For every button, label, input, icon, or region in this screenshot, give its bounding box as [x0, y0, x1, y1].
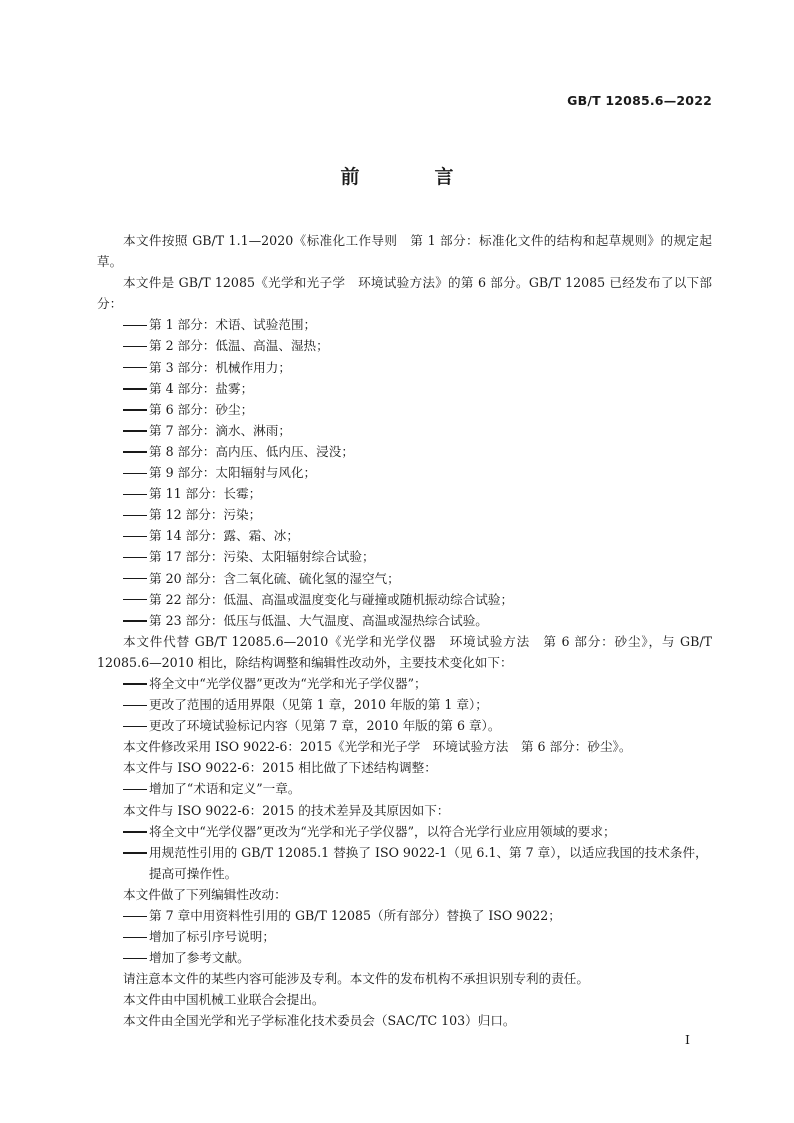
paragraph-committee: 本文件由全国光学和光子学标准化技术委员会（SAC/TC 103）归口。	[123, 1013, 516, 1029]
list-item: 增加了“术语和定义”一章。	[97, 778, 712, 799]
parts-list	[97, 314, 712, 630]
dash-mark	[123, 325, 147, 326]
list-item: 第 4 部分：盐雾；	[97, 378, 712, 399]
list-item: 第 6 部分：砂尘；	[97, 399, 712, 420]
tech-diffs-list	[97, 821, 712, 884]
dash-mark	[123, 789, 147, 790]
dash-mark	[123, 852, 147, 853]
paragraph-adoption: 本文件修改采用 ISO 9022-6：2015《光学和光子学 环境试验方法 第 6 部分：砂尘》。	[123, 739, 632, 755]
dash-mark	[123, 683, 147, 684]
list-item: 第 3 部分：机械作用力；	[97, 357, 712, 378]
list-item: 增加了标引序号说明；	[97, 926, 712, 947]
paragraph-structure: 本文件与 ISO 9022-6：2015 相比做了下述结构调整：	[123, 760, 437, 776]
list-item: 将全文中“光学仪器”更改为“光学和光子学仪器”；	[97, 673, 712, 694]
list-item: 第 1 部分：术语、试验范围；	[97, 314, 712, 335]
dash-mark	[123, 557, 147, 558]
list-item: 第 22 部分：低温、高温或温度变化与碰撞或随机振动综合试验；	[97, 589, 712, 610]
list-item: 更改了范围的适用界限（见第 1 章，2010 年版的第 1 章）；	[97, 694, 712, 715]
dash-mark	[123, 451, 147, 452]
list-item: 第 9 部分：太阳辐射与风化；	[97, 462, 712, 483]
dash-mark	[123, 599, 147, 600]
list-item: 第 7 章中用资料性引用的 GB/T 12085（所有部分）替换了 ISO 9022；	[97, 905, 712, 926]
dash-mark	[123, 515, 147, 516]
changes-list	[97, 673, 712, 736]
paragraph-patent-notice: 请注意本文件的某些内容可能涉及专利。本文件的发布机构不承担识别专利的责任。	[123, 971, 589, 987]
dash-mark	[123, 388, 147, 389]
paragraph-series-intro: 本文件是 GB/T 12085《光学和光子学 环境试验方法》的第 6 部分。GB/T 12085 已经发布了以下部分：	[97, 275, 712, 312]
list-item: 用规范性引用的 GB/T 12085.1 替换了 ISO 9022-1（见 6.1、第 7 章），以适应我国的技术条件，提高可操作性。	[97, 842, 712, 884]
dash-mark	[123, 473, 147, 474]
dash-mark	[123, 430, 147, 431]
list-item: 更改了环境试验标记内容（见第 7 章，2010 年版的第 6 章）。	[97, 715, 712, 736]
paragraph-drafting-rules: 本文件按照 GB/T 1.1—2020《标准化工作导则 第 1 部分：标准化文件的结构和起草规则》的规定起草。	[97, 233, 712, 270]
dash-mark	[123, 620, 147, 621]
editorial-changes-list	[97, 905, 712, 968]
dash-mark	[123, 705, 147, 706]
foreword-body	[97, 230, 717, 1032]
list-item: 第 7 部分：滴水、淋雨；	[97, 420, 712, 441]
dash-mark	[123, 916, 147, 917]
dash-mark	[123, 958, 147, 959]
paragraph-proposer: 本文件由中国机械工业联合会提出。	[123, 992, 325, 1008]
list-item: 增加了参考文献。	[97, 947, 712, 968]
dash-mark	[123, 409, 147, 410]
dash-mark	[123, 831, 147, 832]
paragraph-editorial: 本文件做了下列编辑性改动：	[123, 886, 287, 902]
list-item: 第 8 部分：高内压、低内压、浸没；	[97, 441, 712, 462]
dash-mark	[123, 536, 147, 537]
page-title: 前 言	[340, 166, 482, 188]
list-item: 第 2 部分：低温、高温、湿热；	[97, 335, 712, 356]
dash-mark	[123, 937, 147, 938]
list-item: 第 20 部分：含二氧化硫、硫化氢的湿空气；	[97, 568, 712, 589]
dash-mark	[123, 726, 147, 727]
standard-number: GB/T 12085.6—2022	[567, 93, 712, 108]
list-item: 第 14 部分：露、霜、冰；	[97, 525, 712, 546]
list-item: 第 17 部分：污染、太阳辐射综合试验；	[97, 546, 712, 567]
page-number: I	[685, 1032, 690, 1047]
list-item: 将全文中“光学仪器”更改为“光学和光子学仪器”，以符合光学行业应用领域的要求；	[97, 821, 712, 842]
list-item: 第 12 部分：污染；	[97, 504, 712, 525]
paragraph-replacement: 本文件代替 GB/T 12085.6—2010《光学和光学仪器 环境试验方法 第 6 部分：砂尘》，与 GB/T 12085.6—2010 相比，除结构调整和编辑性改动外，主要技术变化如下：	[97, 633, 717, 670]
paragraph-tech-diffs: 本文件与 ISO 9022-6：2015 的技术差异及其原因如下：	[123, 802, 450, 818]
structure-changes-list	[97, 778, 712, 799]
list-item: 第 11 部分：长霉；	[97, 483, 712, 504]
dash-mark	[123, 494, 147, 495]
dash-mark	[123, 578, 147, 579]
list-item: 第 23 部分：低压与低温、大气温度、高温或湿热综合试验。	[97, 610, 712, 631]
dash-mark	[123, 367, 147, 368]
dash-mark	[123, 346, 147, 347]
